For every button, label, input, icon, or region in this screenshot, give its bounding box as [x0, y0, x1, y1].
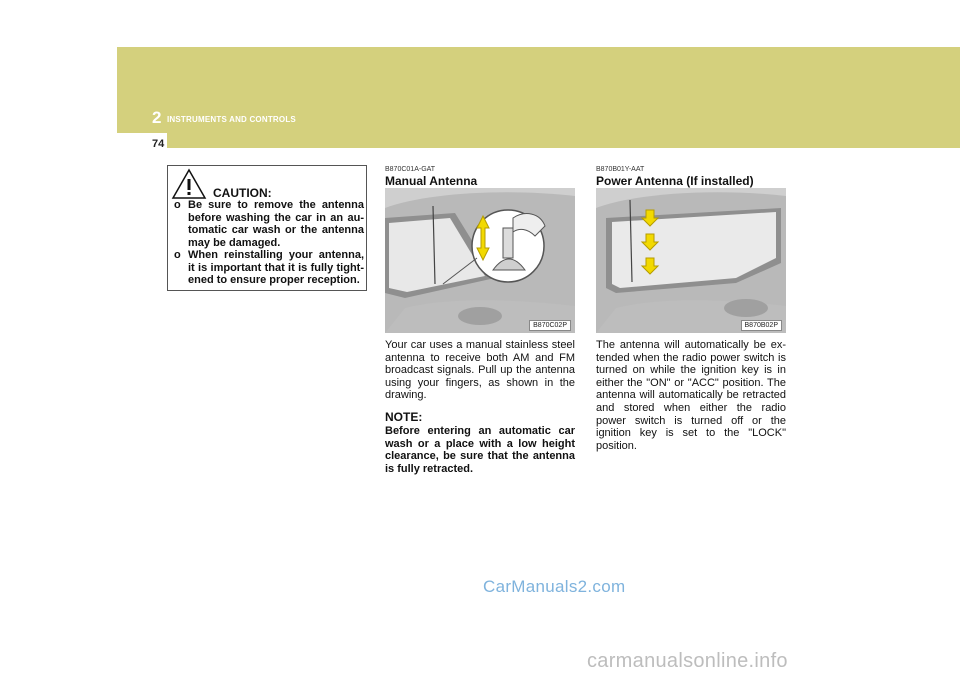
note-body: Before entering an automatic car wash or a place with a low height clearance, be sure that the antenna is fully retracted. — [385, 425, 575, 475]
power-antenna-title: Power Antenna (If installed) — [596, 174, 754, 188]
caution-title: CAUTION: — [213, 186, 272, 200]
watermark-bottom[interactable]: carmanualsonline.info — [587, 650, 788, 672]
caution-text: When reinstalling your antenna, it is important that it is fully tight-ened to ensure proper reception. — [188, 249, 364, 286]
watermark-top[interactable]: CarManuals2.com — [483, 577, 626, 596]
manual-antenna-code: B870C01A-GAT — [385, 166, 436, 173]
figure-label: B870C02P — [529, 320, 571, 331]
caution-item — [174, 249, 364, 287]
caution-bullet: o — [174, 199, 181, 211]
page-number: 74 — [152, 138, 165, 150]
manual-antenna-body: Your car uses a manual stainless steel antenna to receive both AM and FM broadcast signals. Pull up the antenna using your fingers, as shown in the drawing. — [385, 339, 575, 402]
manual-antenna-title: Manual Antenna — [385, 174, 478, 188]
car-power-antenna-illustration — [596, 188, 786, 333]
power-antenna-figure — [596, 188, 786, 333]
figure-label: B870B02P — [741, 320, 782, 331]
caution-text: Be sure to remove the antenna before washing the car in an au-tomatic car wash or the antenna may be damaged. — [188, 199, 364, 249]
warning-triangle-icon — [171, 168, 207, 200]
note-heading: NOTE: — [385, 410, 423, 424]
caution-list — [174, 199, 364, 287]
manual-antenna-figure — [385, 188, 575, 333]
caution-bullet: o — [174, 249, 181, 261]
power-antenna-body: The antenna will automatically be ex-tended when the radio power switch is turned on while the ignition key is in either the "ON" or "ACC" position. The antenna will automatically be retracted and stored when either the radio power switch is turned off or the ignition key is set to the "LOCK" position. — [596, 339, 786, 452]
chapter-title: INSTRUMENTS AND CONTROLS — [167, 115, 296, 124]
power-antenna-code: B870B01Y-AAT — [596, 166, 645, 173]
car-antenna-illustration — [385, 188, 575, 333]
chapter-number: 2 — [152, 108, 162, 127]
caution-item — [174, 199, 364, 249]
header-strip — [117, 133, 960, 148]
